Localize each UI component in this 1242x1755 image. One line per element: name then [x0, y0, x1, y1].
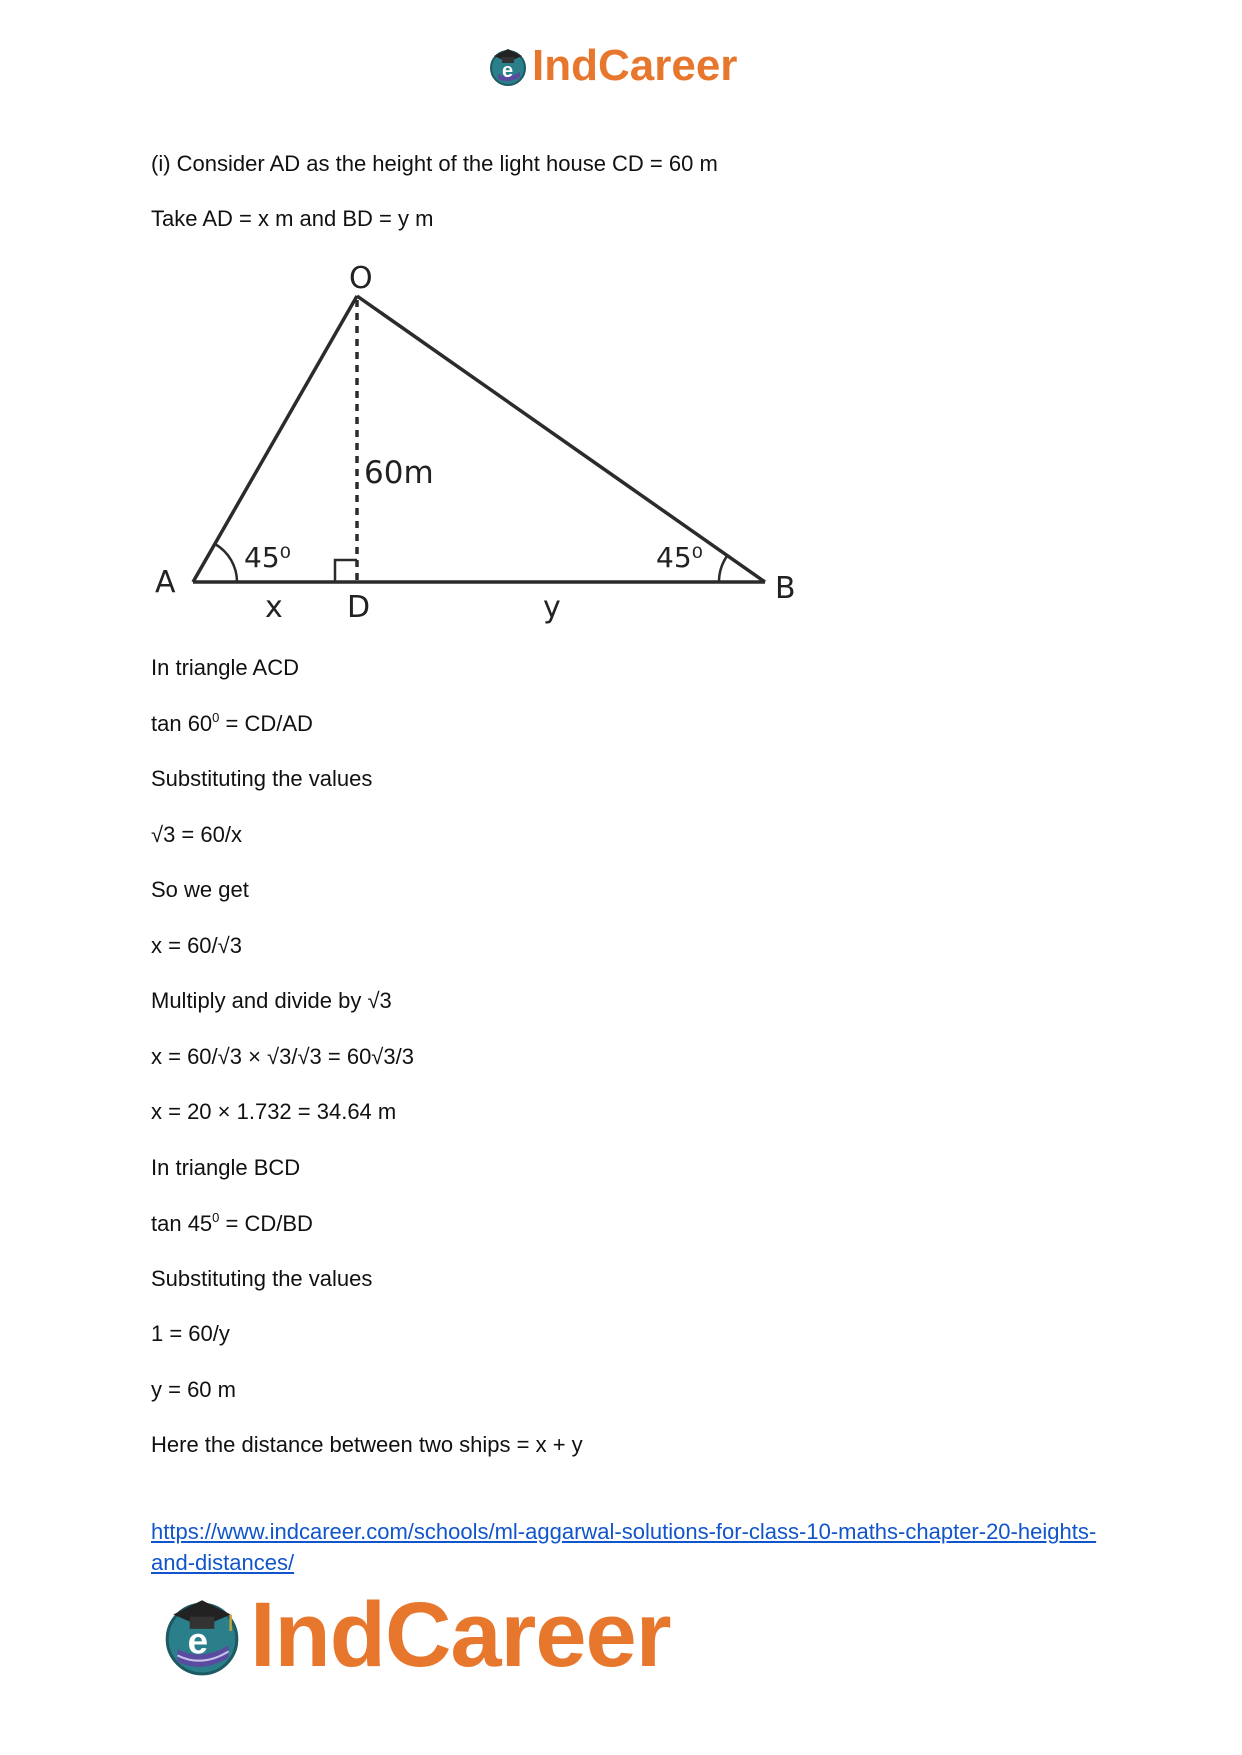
text-line: Substituting the values [151, 1266, 373, 1291]
text-line: x = 60/√3 × √3/√3 = 60√3/3 [151, 1044, 414, 1069]
text-line: In triangle BCD [151, 1155, 301, 1180]
text-line: x = 60/√3 [151, 933, 242, 958]
text-line: So we get [151, 877, 249, 902]
label-x: x [265, 590, 283, 625]
label-o: O [349, 261, 373, 296]
label-d: D [347, 590, 371, 625]
text-line: Substituting the values [151, 766, 373, 791]
logo-wordmark: IndCareer [250, 1583, 671, 1686]
header-logo [488, 40, 768, 92]
text-line: $\tan 60^0 = CD/AD$ [151, 710, 313, 736]
logo-wordmark: IndCareer [532, 41, 738, 90]
svg-text:e: e [187, 1620, 209, 1662]
label-angle-a: 45⁰ [244, 541, 291, 574]
label-height: 60m [364, 455, 434, 491]
text-line: In triangle ACD [151, 655, 299, 680]
text-line: 1 = 60/y [151, 1321, 230, 1346]
text-line: √3 = 60/x [151, 822, 242, 847]
svg-text:e: e [502, 60, 514, 82]
right-angle-mark [335, 560, 357, 582]
text-line: $\tan 45^0 = CD/BD$ [151, 1210, 313, 1236]
label-b: B [775, 571, 796, 606]
side-ao [193, 296, 357, 582]
text-line: Multiply and divide by √3 [151, 988, 392, 1013]
label-a: A [155, 565, 176, 600]
text-line: Here the distance between two ships = x + y [151, 1432, 583, 1457]
triangle-diagram [151, 258, 811, 628]
angle-arc-a [215, 544, 237, 582]
text-line: (i) Consider AD as the height of the light house CD = 60 m [151, 151, 718, 176]
globe-graduation-icon [160, 1590, 244, 1680]
text-line: Take AD = x m and BD = y m [151, 206, 434, 231]
label-angle-b: 45⁰ [656, 541, 703, 574]
label-y: y [543, 590, 561, 625]
side-ob [357, 296, 765, 582]
text-line: y = 60 m [151, 1377, 236, 1402]
text-line: x = 20 × 1.732 = 34.64 m [151, 1099, 397, 1124]
source-link[interactable]: https://www.indcareer.com/schools/ml-aggarwal-solutions-for-class-10-maths-chapter-20-heights-and-distances/ [151, 1519, 1097, 1575]
globe-graduation-icon [488, 44, 528, 88]
angle-arc-b [719, 556, 727, 582]
footer-logo [160, 1585, 720, 1685]
